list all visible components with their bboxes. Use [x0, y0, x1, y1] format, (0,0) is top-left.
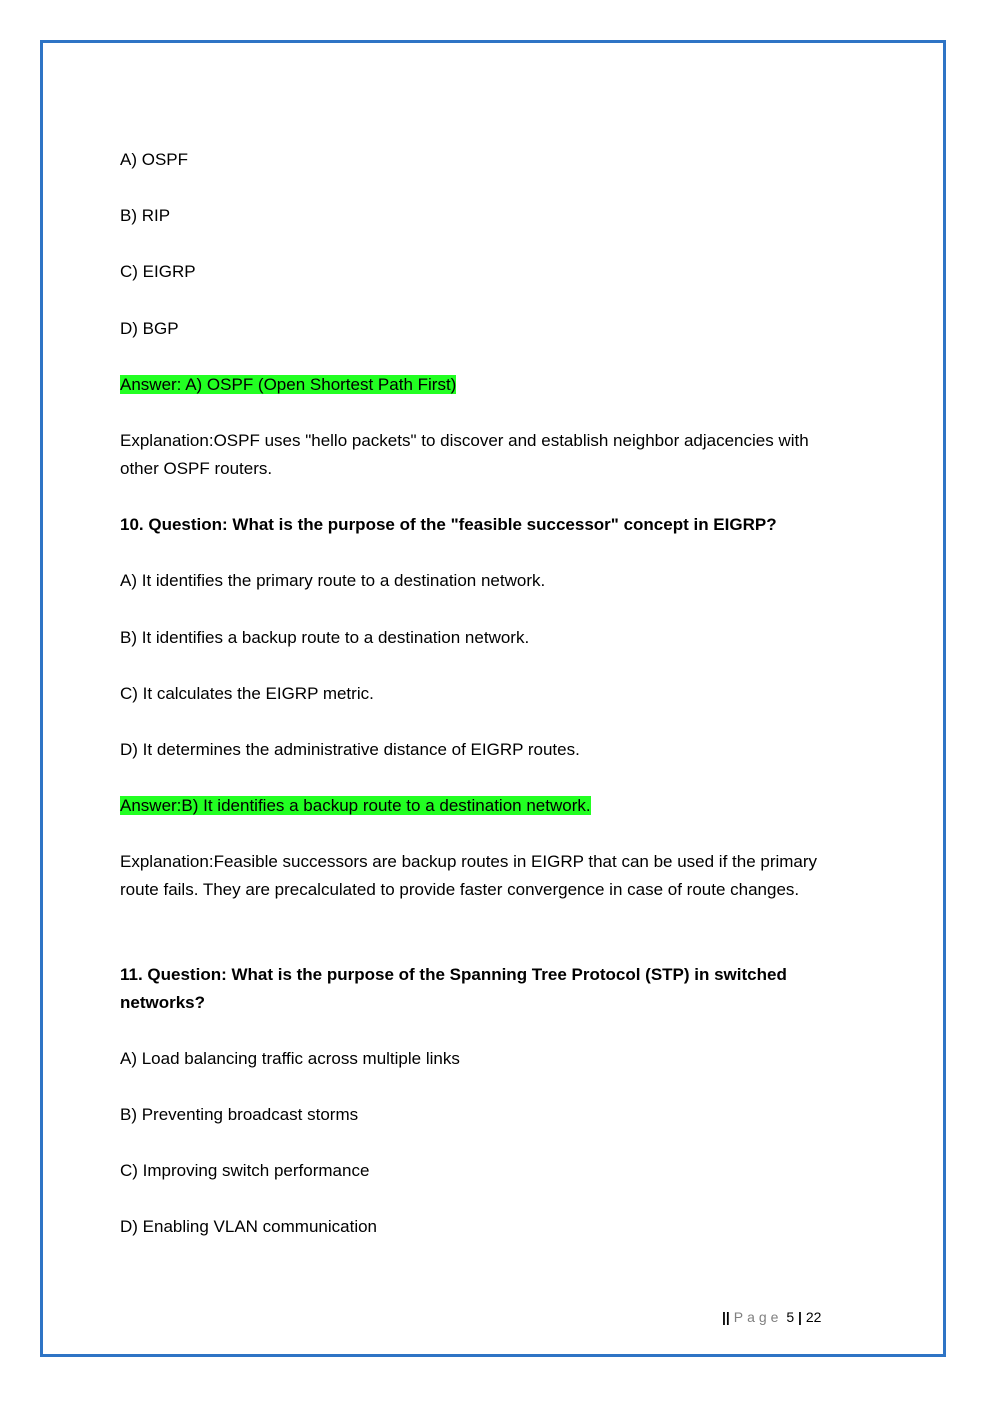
- footer-total-pages: 22: [805, 1309, 822, 1325]
- answer-q9: [120, 371, 456, 399]
- footer-separator-left: ||: [722, 1309, 730, 1325]
- footer-separator-right: |: [798, 1309, 802, 1325]
- question-11-line-1: 11. Question: What is the purpose of the Spanning Tree Protocol (STP) in switched: [120, 965, 787, 984]
- option-q10-a: A) It identifies the primary route to a destination network.: [120, 571, 546, 590]
- explanation-q9-line-2: other OSPF routers.: [120, 459, 273, 478]
- option-q11-a: A) Load balancing traffic across multiple links: [120, 1049, 460, 1068]
- option-q10-d: D) It determines the administrative distance of EIGRP routes.: [120, 740, 580, 759]
- answer-q10: [120, 792, 591, 820]
- explanation-q10-line-1: Explanation:Feasible successors are backup routes in EIGRP that can be used if the primary: [120, 852, 818, 871]
- option-q10-c: C) It calculates the EIGRP metric.: [120, 684, 374, 703]
- answer-q10-highlight: Answer:B) It identifies a backup route to a destination network.: [120, 796, 591, 815]
- explanation-q9-line-1: Explanation:OSPF uses "hello packets" to discover and establish neighbor adjacencies with: [120, 431, 809, 450]
- option-q9-c: C) EIGRP: [120, 262, 196, 281]
- question-10: 10. Question: What is the purpose of the "feasible successor" concept in EIGRP?: [120, 515, 777, 534]
- answer-q9-highlight: Answer: A) OSPF (Open Shortest Path First): [120, 375, 457, 394]
- question-11-line-2: networks?: [120, 993, 206, 1012]
- footer-page-label: Page: [733, 1309, 783, 1325]
- option-q9-a: A) OSPF: [120, 150, 189, 169]
- option-q9-b: B) RIP: [120, 206, 171, 225]
- option-q9-d: D) BGP: [120, 319, 179, 338]
- option-q11-b: B) Preventing broadcast storms: [120, 1105, 359, 1124]
- explanation-q10-line-2: route fails. They are precalculated to provide faster convergence in case of route changes.: [120, 880, 800, 899]
- option-q11-d: D) Enabling VLAN communication: [120, 1217, 378, 1236]
- footer-page-number: 5: [786, 1309, 795, 1325]
- option-q11-c: C) Improving switch performance: [120, 1161, 370, 1180]
- page-footer: [722, 1307, 821, 1327]
- option-q10-b: B) It identifies a backup route to a destination network.: [120, 628, 530, 647]
